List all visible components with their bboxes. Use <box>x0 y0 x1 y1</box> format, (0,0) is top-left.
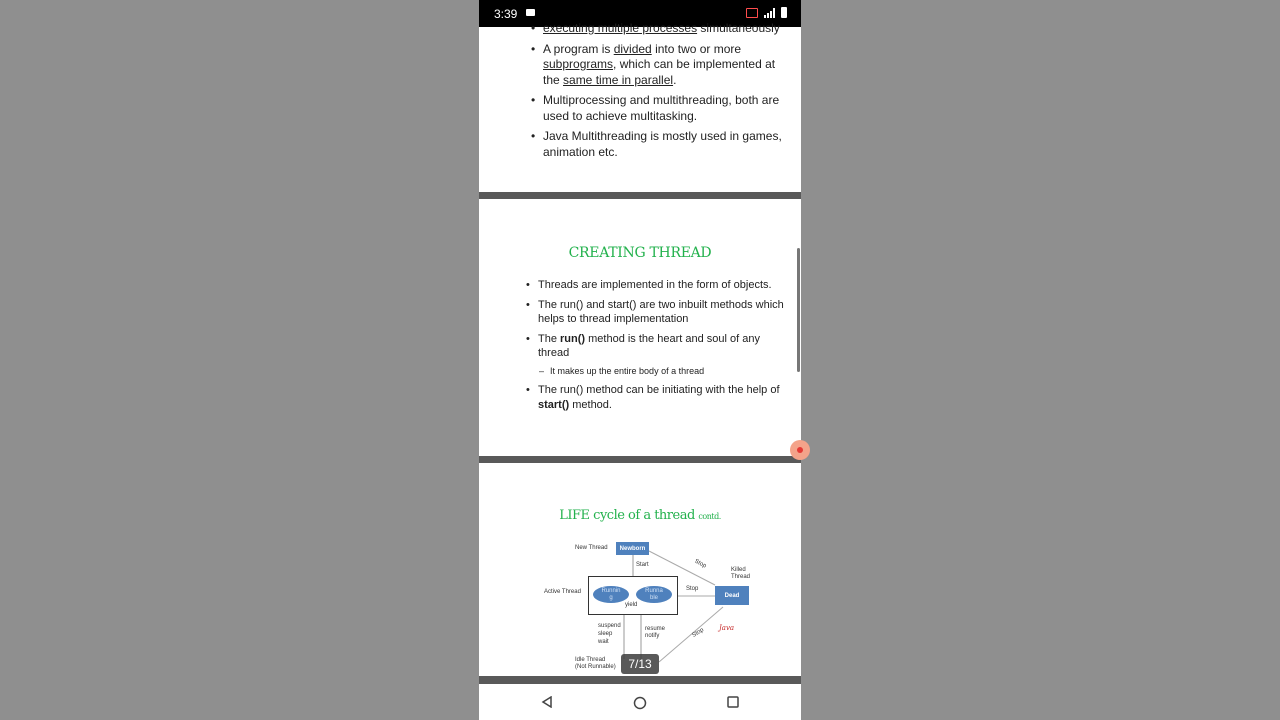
bullet-run-initiating: • The run() method can be initiating with the help of start() method. <box>526 383 784 412</box>
label-stop-bottom: Stop <box>691 627 705 639</box>
sub-bullet-body: – It makes up the entire body of a thread <box>526 364 784 379</box>
bullet-java-multithreading: • Java Multithreading is mostly used in games, animation etc. <box>531 129 789 160</box>
state-running: Runnin g <box>593 586 629 603</box>
phone-screen <box>479 0 801 720</box>
label-active-thread: Active Thread <box>544 589 581 595</box>
record-icon <box>797 447 803 453</box>
screen-record-button[interactable] <box>790 440 810 460</box>
label-resume: resume <box>645 626 666 632</box>
label-not-runnable: (Not Runnable) <box>575 664 616 670</box>
status-icons <box>746 7 787 18</box>
scrollbar[interactable] <box>797 248 800 372</box>
right-background <box>801 0 1280 720</box>
back-icon[interactable] <box>541 696 553 708</box>
lifecycle-diagram <box>479 463 801 676</box>
label-new-thread: New Thread <box>575 545 608 551</box>
navigation-bar <box>479 684 801 720</box>
status-time: 3:39 <box>494 7 518 21</box>
label-sleep: sleep <box>598 631 613 637</box>
recents-icon[interactable] <box>727 696 739 708</box>
label-yield: yield <box>625 602 638 608</box>
slide-7[interactable] <box>479 199 801 456</box>
bullet-run-start: • The run() and start() are two inbuilt methods which helps to thread implementation <box>526 298 784 327</box>
bullet-threads-objects: • Threads are implemented in the form of objects. <box>526 278 784 293</box>
screen-record-icon <box>526 9 535 16</box>
slide-6-bullets <box>531 21 789 165</box>
label-notify: notify <box>645 633 660 639</box>
home-icon[interactable] <box>633 696 647 710</box>
state-runnable: Runna ble <box>636 586 672 603</box>
partial-line: • executing multiple processes simultaneously <box>531 21 789 37</box>
bullet-run-heart: • The run() method is the heart and soul of any thread <box>526 332 784 361</box>
slide-8[interactable] <box>479 463 801 676</box>
label-idle-thread: Idle Thread <box>575 657 606 663</box>
label-wait: wait <box>598 639 609 645</box>
label-thread: Thread <box>731 574 751 580</box>
java-logo: Java <box>719 624 735 632</box>
label-stop-mid: Stop <box>686 586 699 592</box>
left-background <box>0 0 479 720</box>
label-suspend: suspend <box>598 623 621 629</box>
slide-title: LIFE cycle of a thread contd. <box>559 508 721 523</box>
state-dead: Dead <box>715 586 749 605</box>
slide-title: CREATING THREAD <box>568 245 712 261</box>
cast-icon <box>746 8 758 18</box>
label-stop-top: Stop <box>693 558 708 570</box>
label-start: Start <box>636 562 649 568</box>
slide-7-bullets <box>526 278 784 417</box>
signal-icon <box>764 8 775 18</box>
label-killed: Killed <box>731 567 746 573</box>
state-newborn: Newborn <box>616 542 649 555</box>
bullet-multiprocessing: • Multiprocessing and multithreading, both are used to achieve multitasking. <box>531 93 789 124</box>
slide-6[interactable] <box>479 21 801 192</box>
bullet-program-divided: • A program is divided into two or more subprograms, which can be implemented at the same time in parallel. <box>531 42 789 89</box>
battery-icon <box>781 7 787 18</box>
page-indicator: 7/13 <box>621 654 659 674</box>
